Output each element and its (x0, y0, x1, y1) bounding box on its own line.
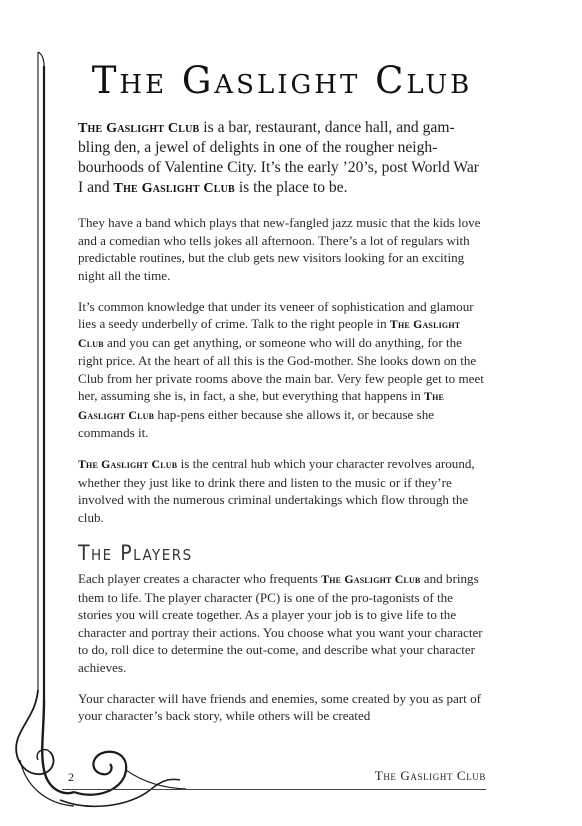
paragraph-players (78, 570, 486, 676)
paragraph-text: Each player creates a character who frequents (78, 571, 322, 586)
intro-paragraph (78, 118, 486, 198)
club-name: The Gaslight Club (78, 389, 445, 422)
intro-text-end: is the place to be. (234, 179, 348, 196)
club-name: The Gaslight Club (78, 120, 200, 136)
section-heading-players: The Players (78, 541, 193, 565)
paragraph-text: It’s common knowledge that under its veneer of sophistication and glamour lies a seedy underbelly of crime. Talk to the right people in (78, 298, 474, 331)
footer-rule (62, 789, 486, 790)
paragraph-band: They have a band which plays that new-fangled jazz music that the kids love and a comedian who tells jokes all afternoon. There’s a lot of regulars with predictable routines, but the club gets new visitors looking for an exciting night all the time. (78, 215, 481, 283)
page-title: The Gaslight Club (91, 59, 473, 102)
content (78, 118, 486, 738)
paragraph-friends: Your character will have friends and enemies, some created by you as part of your character’s back story, while others will be created (78, 690, 481, 723)
paragraph-text: is the central hub which your character revolves around, whether they just like to drink there and listen to the music or if they’re involved with the numerous criminal undertakings which flow through the club. (78, 456, 475, 525)
club-name: The Gaslight Club (78, 457, 178, 471)
paragraph-text: hap-pens either because she allows it, or because she commands it. (78, 406, 435, 440)
club-name: The Gaslight Club (78, 317, 461, 350)
paragraph-hub (78, 455, 486, 526)
paragraph-crime (78, 298, 486, 442)
page-number: 2 (68, 770, 74, 784)
running-footer-title: The Gaslight Club (374, 768, 486, 783)
paragraph-text: and you can get anything, or someone who will do anything, for the right price. At the heart of all this is the God-mother. She looks down on the Club from her private rooms above the main bar. Very few people get to meet her, assuming she is, in fact, a she, but everything that happens in (78, 334, 484, 403)
club-name: The Gaslight Club (321, 572, 421, 586)
club-name: The Gaslight Club (113, 180, 235, 196)
intro-text: is a bar, restaurant, dance hall, and gam-bling den, a jewel of delights in one of the rougher neigh-bourhoods of Valentine City. It’s the early ’20’s, post World War I and (78, 119, 479, 196)
paragraph-text: and brings them to life. The player character (PC) is one of the pro-tagonists of the stories you will create together. As a player your job is to give life to the character and portray their actions. You choose what you want your character to do, roll dice to determine the out-come, and describe what your character achieves. (78, 571, 483, 675)
